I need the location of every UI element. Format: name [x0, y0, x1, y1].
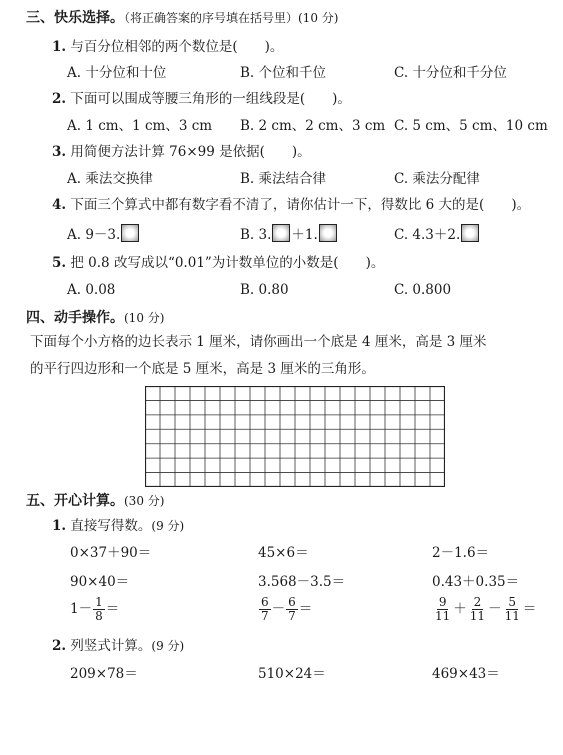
section-4-heading — [26, 309, 164, 327]
section-5-note: (30 分) — [124, 494, 165, 508]
option-b[interactable]: B. 乘法结合律 — [240, 171, 327, 187]
question-5 — [52, 254, 384, 272]
drawing-grid[interactable] — [145, 386, 445, 487]
option-b[interactable]: B. 个位和千位 — [240, 65, 327, 81]
obscured-digit-box — [272, 224, 290, 242]
vertical-calc-item: 510×24＝ — [258, 666, 326, 682]
numerator: 2 — [473, 595, 482, 609]
calc-item: 2－1.6＝ — [432, 545, 490, 561]
fraction — [433, 596, 452, 623]
denominator: 7 — [288, 609, 296, 623]
numerator: 6 — [261, 595, 269, 609]
denominator: 8 — [95, 609, 103, 623]
calc-item: 90×40＝ — [70, 574, 130, 590]
numerator: 1 — [95, 595, 103, 609]
denominator: 11 — [435, 609, 451, 623]
option-b[interactable]: B. 0.80 — [240, 282, 289, 298]
option-c-label: C. 4.3＋2. — [394, 227, 461, 243]
section-3-heading — [26, 9, 338, 27]
option-c[interactable]: C. 0.800 — [394, 282, 452, 298]
section-3-title: 三、快乐选择。 — [26, 10, 124, 26]
option-c[interactable]: C. 5 cm、5 cm、10 cm — [394, 118, 548, 134]
denominator: 11 — [469, 609, 486, 623]
option-c[interactable]: C. 乘法分配律 — [394, 171, 480, 187]
fraction-calc-c — [432, 596, 536, 623]
option-a[interactable]: A. 十分位和十位 — [67, 65, 167, 81]
numerator: 5 — [508, 595, 517, 609]
denominator: 7 — [261, 609, 269, 623]
calc-item: 0.43＋0.35＝ — [432, 574, 520, 590]
question-text: 下面可以围成等腰三角形的一组线段是( )。 — [70, 91, 351, 107]
numerator: 9 — [438, 595, 447, 609]
equals-sign: ＝ — [298, 601, 313, 617]
section-4-instruction-line-1: 下面每个小方格的边长表示 1 厘米，请你画出一个底是 4 厘米，高是 3 厘米 — [30, 334, 487, 350]
part-2-heading — [52, 637, 184, 655]
option-a[interactable]: A. 0.08 — [67, 282, 116, 298]
fraction-calc-a — [70, 596, 119, 623]
fraction — [259, 596, 271, 623]
fraction — [286, 596, 298, 623]
option-a-label: A. 9－3. — [67, 227, 121, 243]
calc-item: 3.568－3.5＝ — [258, 574, 346, 590]
denominator: 11 — [504, 609, 520, 623]
question-3 — [52, 143, 311, 161]
part-number: 1. — [52, 518, 67, 534]
equals-sign: ＝ — [522, 601, 537, 617]
option-b[interactable]: B. 2 cm、2 cm、3 cm — [240, 118, 386, 134]
operator: ＋ — [453, 601, 467, 617]
option-b-label-part2: ＋1. — [291, 227, 318, 243]
fraction — [503, 596, 522, 623]
part-text: 列竖式计算。 — [70, 638, 152, 654]
question-text: 与百分位相邻的两个数位是( )。 — [70, 39, 284, 55]
part-note: (9 分) — [151, 639, 185, 653]
operator: － — [488, 601, 502, 617]
question-number: 4. — [52, 197, 67, 213]
vertical-calc-item: 209×78＝ — [70, 666, 138, 682]
option-a[interactable]: A. 乘法交换律 — [67, 171, 153, 187]
operator: － — [271, 601, 286, 617]
fraction — [93, 596, 105, 623]
obscured-digit-box — [461, 224, 479, 242]
obscured-digit-box — [121, 224, 139, 242]
equals-sign: ＝ — [105, 601, 120, 617]
section-5-title: 五、开心计算。 — [26, 493, 124, 509]
option-b[interactable] — [240, 224, 338, 244]
question-1 — [52, 38, 283, 56]
option-a[interactable] — [67, 224, 140, 244]
option-b-label-part1: B. 3. — [240, 227, 272, 243]
section-5-heading — [26, 492, 164, 510]
question-number: 5. — [52, 255, 67, 271]
section-4-title: 四、动手操作。 — [26, 310, 124, 326]
section-4-note: (10 分) — [124, 311, 165, 325]
question-number: 3. — [52, 144, 67, 160]
option-c[interactable]: C. 十分位和千分位 — [394, 65, 507, 81]
question-text: 用简便方法计算 76×99 是依据( )。 — [70, 144, 311, 160]
obscured-digit-box — [319, 224, 337, 242]
question-text: 把 0.8 改写成以“0.01”为计数单位的小数是( )。 — [70, 255, 385, 271]
question-4 — [52, 196, 530, 214]
option-a[interactable]: A. 1 cm、1 cm、3 cm — [67, 118, 213, 134]
numerator: 6 — [288, 595, 296, 609]
part-1-heading — [52, 517, 184, 535]
option-c[interactable] — [394, 224, 480, 244]
question-number: 1. — [52, 39, 67, 55]
expr-text: 1－ — [70, 601, 93, 617]
vertical-calc-item: 469×43＝ — [432, 666, 500, 682]
section-4-instruction-line-2: 的平行四边形和一个底是 5 厘米，高是 3 厘米的三角形。 — [30, 361, 375, 377]
part-number: 2. — [52, 638, 67, 654]
fraction-calc-b — [258, 596, 312, 623]
question-number: 2. — [52, 91, 67, 107]
question-2 — [52, 90, 351, 108]
fraction — [468, 596, 487, 623]
calc-item: 0×37＋90＝ — [70, 545, 152, 561]
section-3-note: （将正确答案的序号填在括号里）(10 分) — [124, 11, 339, 25]
part-note: (9 分) — [151, 519, 185, 533]
question-text: 下面三个算式中都有数字看不清了，请你估计一下，得数比 6 大的是( )。 — [70, 197, 531, 213]
calc-item: 45×6＝ — [258, 545, 309, 561]
part-text: 直接写得数。 — [70, 518, 152, 534]
